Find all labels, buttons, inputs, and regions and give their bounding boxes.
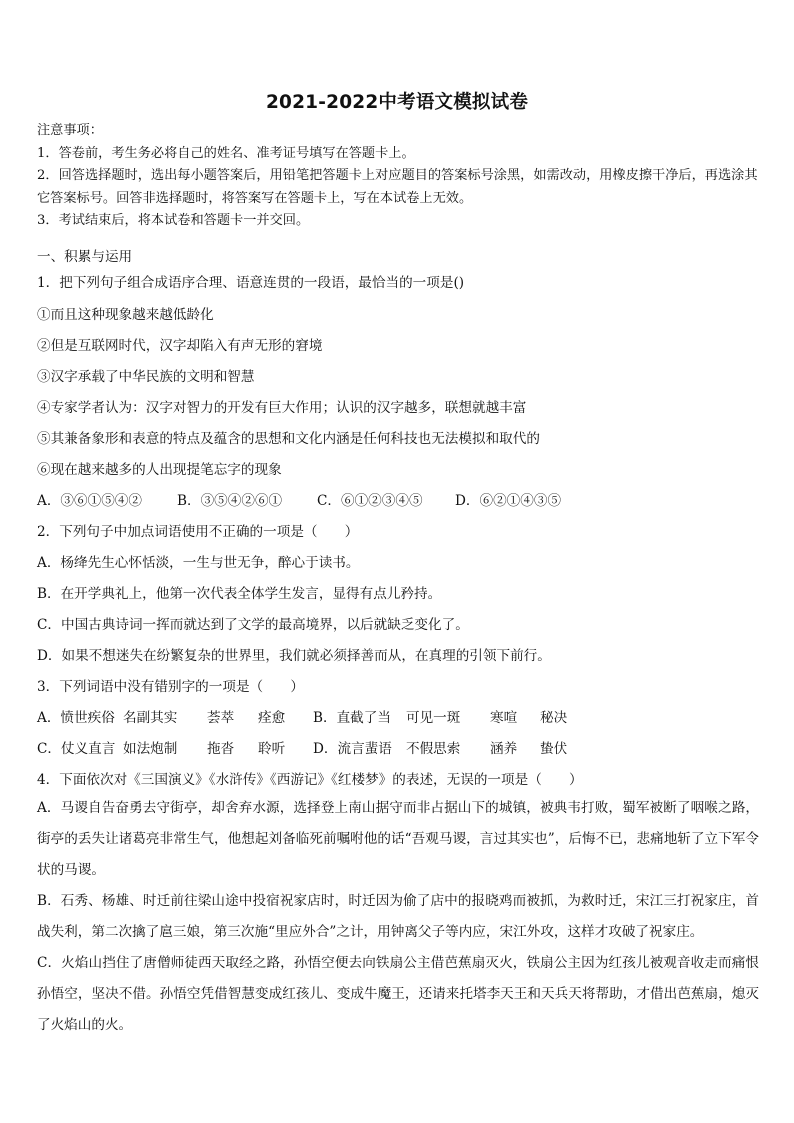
q3-word: 痊愈	[258, 710, 286, 726]
q3-word: B．直截了当	[313, 710, 391, 726]
q1-option-d: D．⑥②①④③⑤	[455, 493, 562, 509]
q1-sentence: ④专家学者认为：汉字对智力的开发有巨大作用；认识的汉字越多，联想就越丰富	[37, 400, 527, 416]
q1-sentence: ⑤其兼备象形和表意的特点及蕴含的思想和文化内涵是任何科技也无法模拟和取代的	[37, 431, 540, 447]
q3-word: 如法炮制	[123, 741, 178, 757]
q4-stem: 4．下面依次对《三国演义》《水浒传》《西游记》《红楼梦》的表述，无误的一项是（ ）	[37, 772, 583, 788]
q3-word: 名副其实	[123, 710, 178, 726]
q3-row-ab	[37, 706, 567, 726]
q1-sentence: ②但是互联网时代，汉字却陷入有声无形的窘境	[37, 338, 323, 354]
q3-word: 拖沓	[207, 741, 235, 757]
q3-word: 可见一斑	[406, 710, 461, 726]
section-heading: 一、积累与运用	[37, 249, 133, 265]
q2-stem: 2．下列句子中加点词语使用不正确的一项是（ ）	[37, 524, 359, 540]
q4-option-b: B．石秀、杨雄、时迁前往梁山途中投宿祝家店时，时迁因为偷了店中的报晓鸡而被抓，为救时迁，宋江三打祝家庄，首战失利，第二次擒了扈三娘，第三次施“里应外合”之计，用钟离父子等内应，宋江外攻，这样才攻破了祝家庄。	[37, 893, 759, 940]
q3-word: 聆听	[258, 741, 286, 757]
q2-option-d: D．如果不想迷失在纷繁复杂的世界里，我们就必须择善而从，在真理的引领下前行。	[37, 648, 551, 664]
q3-word: 荟萃	[207, 710, 235, 726]
q3-word: D．流言蜚语	[313, 741, 392, 757]
q3-word: C．仗义直言	[37, 741, 116, 757]
q3-row-cd	[37, 737, 567, 757]
notes-item-3: 3．考试结束后，将本试卷和答题卡一并交回。	[37, 213, 310, 228]
q3-word: A．愤世疾俗	[37, 710, 115, 726]
q4-option-c: C．火焰山挡住了唐僧师徒西天取经之路，孙悟空便去向铁扇公主借芭蕉扇灭火，铁扇公主因为红孩儿被观音收走而痛恨孙悟空，坚决不借。孙悟空凭借智慧变成红孩儿、变成牛魔王，还请来托塔李天王和天兵天将帮助，才借出芭蕉扇，熄灭了火焰山的火。	[37, 955, 759, 1033]
q3-word: 秘决	[540, 710, 568, 726]
q1-sentence: ①而且这种现象越来越低龄化	[37, 307, 214, 323]
notes-heading: 注意事项：	[37, 123, 103, 138]
q2-option-a: A．杨绛先生心怀恬淡，一生与世无争，醉心于读书。	[37, 555, 360, 571]
q3-word: 蛰伏	[540, 741, 568, 757]
notes-item-2: 2．回答选择题时，选出每小题答案后，用铅笔把答题卡上对应题目的答案标号涂黑，如需改动，用橡皮擦干净后，再选涂其它答案标号。回答非选择题时，将答案写在答题卡上，写在本试卷上无效。	[37, 168, 758, 206]
notes-item-1: 1．答卷前，考生务必将自己的姓名、准考证号填写在答题卡上。	[37, 145, 415, 161]
notes-block	[37, 120, 759, 233]
q2-option-b: B．在开学典礼上，他第一次代表全体学生发言，显得有点儿矜持。	[37, 586, 442, 602]
q3-word: 寒喧	[490, 710, 518, 726]
q1-sentence: ⑥现在越来越多的人出现提笔忘字的现象	[37, 462, 282, 478]
q2-option-c: C．中国古典诗词一挥而就达到了文学的最高境界，以后就缺乏变化了。	[37, 617, 469, 633]
q1-option-a: A．③⑥①⑤④②	[37, 493, 142, 509]
q1-stem: 1．把下列句子组合成语序合理、语意连贯的一段语，最恰当的一项是()	[37, 275, 465, 291]
q3-word: 不假思索	[406, 741, 461, 757]
q3-stem: 3．下列词语中没有错别字的一项是（ ）	[37, 679, 304, 695]
q1-option-c: C．⑥①②③④⑤	[317, 493, 423, 509]
q4-option-a: A．马谡自告奋勇去守街亭，却舍弃水源，选择登上南山据守而非占据山下的城镇，被典韦打败，蜀军被断了咽喉之路，街亭的丢失让诸葛亮非常生气，他想起刘备临死前嘱咐他的话“吾观马谡，言过其实也”，后悔不已，悲痛地斩了立下军令状的马谡。	[37, 800, 759, 878]
exam-title: 2021-2022中考语文模拟试卷	[265, 92, 529, 113]
q1-options	[37, 489, 561, 509]
q1-sentence: ③汉字承载了中华民族的文明和智慧	[37, 369, 255, 385]
q3-word: 涵养	[490, 741, 518, 757]
q1-option-b: B．③⑤④②⑥①	[177, 493, 283, 509]
